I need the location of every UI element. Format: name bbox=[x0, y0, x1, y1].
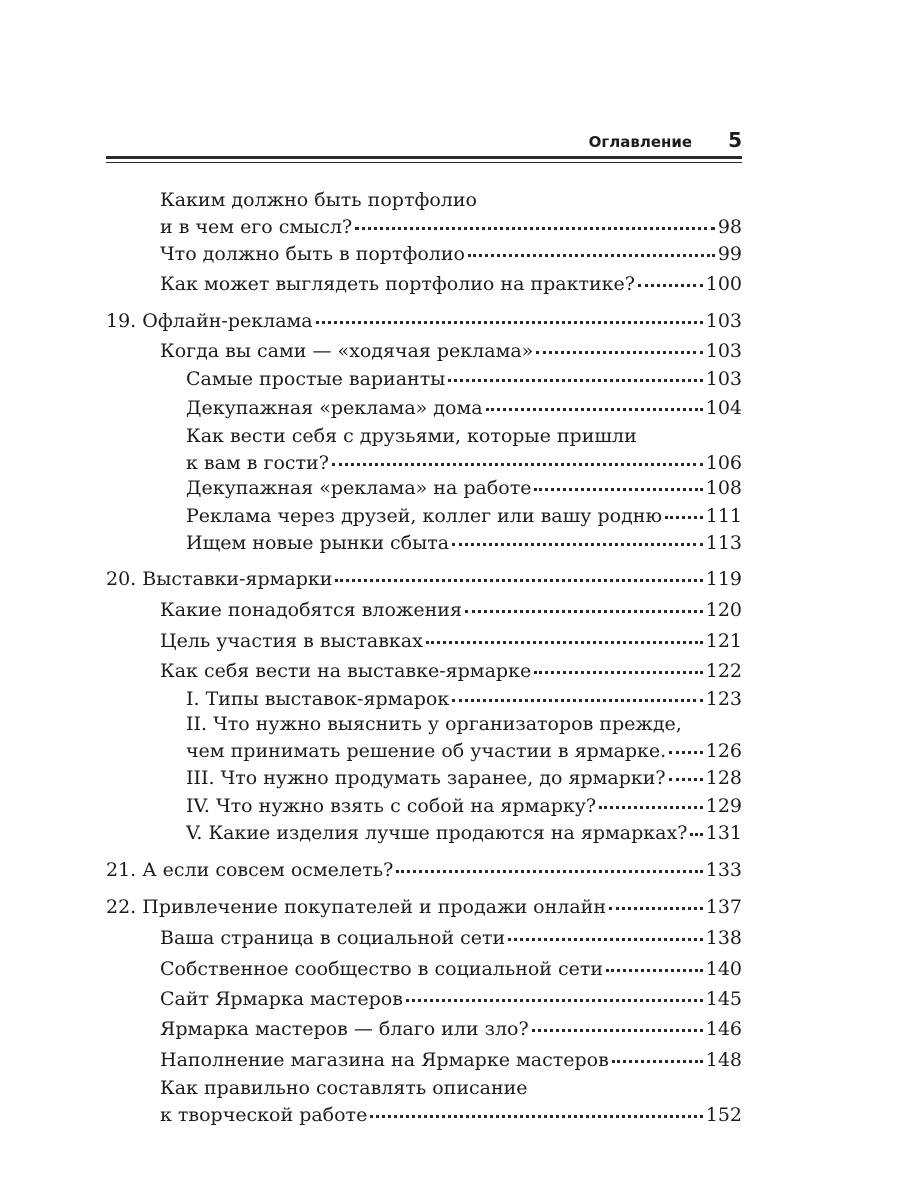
toc-entry-text: Наполнение магазина на Ярмарке мастеров bbox=[160, 1049, 609, 1071]
toc-chapter-entry[interactable] bbox=[106, 308, 742, 335]
toc-entry-text-line1: Как вести себя с друзьями, которые пришли bbox=[186, 425, 637, 447]
header-rule-thick bbox=[106, 156, 742, 159]
toc-entry[interactable] bbox=[160, 925, 742, 952]
dot-leader bbox=[534, 488, 702, 491]
toc-entry-text: 19. Офлайн-реклама bbox=[106, 310, 313, 332]
toc-entry-text: Как себя вести на выставке-ярмарке bbox=[160, 660, 532, 682]
toc-entry-text: Ярмарка мастеров — благо или зло? bbox=[160, 1018, 529, 1040]
toc-page-number: 146 bbox=[705, 1018, 742, 1040]
dot-leader bbox=[355, 227, 715, 230]
toc-page-number: 119 bbox=[705, 568, 742, 590]
toc-entry-text: Какие понадобятся вложения bbox=[160, 599, 462, 621]
toc-page-number: 148 bbox=[705, 1049, 742, 1071]
page-number: 5 bbox=[728, 128, 742, 152]
toc-chapter-entry[interactable] bbox=[106, 857, 742, 884]
toc-entry-text: Декупажная «реклама» на работе bbox=[186, 477, 532, 499]
toc-page-number: 145 bbox=[705, 988, 742, 1010]
toc-subentry[interactable] bbox=[186, 765, 742, 792]
dot-leader bbox=[508, 938, 703, 941]
toc-entry-text: Ваша страница в социальной сети bbox=[160, 927, 506, 949]
dot-leader bbox=[536, 351, 702, 354]
running-head bbox=[106, 128, 742, 152]
toc-page-number: 152 bbox=[705, 1104, 742, 1126]
dot-leader bbox=[606, 969, 703, 972]
toc-entry[interactable] bbox=[160, 1047, 742, 1074]
toc-entry-text: чем принимать решение об участии в ярмарке. bbox=[186, 740, 667, 762]
dot-leader bbox=[448, 379, 702, 382]
toc-page-number: 122 bbox=[705, 660, 742, 682]
toc-page-number: 111 bbox=[705, 505, 742, 527]
toc-subentry[interactable] bbox=[186, 711, 742, 765]
toc-entry-text: Собственное сообщество в социальной сети bbox=[160, 958, 604, 980]
toc-entry-text: Ищем новые рынки сбыта bbox=[186, 532, 450, 554]
toc-page-number: 99 bbox=[717, 243, 742, 265]
header-rule-thin bbox=[106, 162, 742, 163]
toc-entry-text: IV. Что нужно взять с собой на ярмарку? bbox=[186, 795, 597, 817]
dot-leader bbox=[452, 699, 703, 702]
dot-leader bbox=[332, 463, 703, 466]
toc-page-number: 129 bbox=[705, 795, 742, 817]
toc-entry-text: к вам в гости? bbox=[186, 452, 329, 474]
toc-page-number: 113 bbox=[705, 532, 742, 554]
toc-chapter-entry[interactable] bbox=[106, 894, 742, 921]
toc-entry-text: 21. А если совсем осмелеть? bbox=[106, 859, 394, 881]
toc-page-number: 121 bbox=[705, 630, 742, 652]
dot-leader bbox=[669, 778, 703, 781]
toc-entry-text: и в чем его смысл? bbox=[160, 216, 353, 238]
toc-subentry[interactable] bbox=[186, 423, 742, 477]
toc-entry-text: Цель участия в выставках bbox=[160, 630, 423, 652]
toc-subentry[interactable] bbox=[186, 475, 742, 502]
dot-leader bbox=[599, 806, 703, 809]
toc-entry-text: Реклама через друзей, коллег или вашу родню bbox=[186, 505, 662, 527]
toc-subentry[interactable] bbox=[186, 686, 742, 713]
toc-page-number: 128 bbox=[705, 767, 742, 789]
toc-page-number: 120 bbox=[705, 599, 742, 621]
toc-subentry[interactable] bbox=[186, 530, 742, 557]
toc-entry-text: Что должно быть в портфолио bbox=[160, 243, 465, 265]
toc-entry-text: 20. Выставки-ярмарки bbox=[106, 568, 333, 590]
dot-leader bbox=[609, 907, 703, 910]
dot-leader bbox=[534, 671, 703, 674]
toc-entry[interactable] bbox=[160, 187, 742, 241]
toc-entry[interactable] bbox=[160, 1016, 742, 1043]
toc-page-number: 104 bbox=[705, 397, 742, 419]
toc-entry-text: I. Типы выставок-ярмарок bbox=[186, 688, 450, 710]
toc-entry-text: V. Какие изделия лучше продаются на ярмарках? bbox=[186, 822, 688, 844]
toc-subentry[interactable] bbox=[186, 820, 742, 847]
toc-chapter-entry[interactable] bbox=[106, 566, 742, 593]
dot-leader bbox=[452, 543, 703, 546]
toc-entry-text: Сайт Ярмарка мастеров bbox=[160, 988, 403, 1010]
toc-entry[interactable] bbox=[160, 597, 742, 624]
toc-entry[interactable] bbox=[160, 628, 742, 655]
toc-subentry[interactable] bbox=[186, 366, 742, 393]
toc-entry-text-line1: Как правильно составлять описание bbox=[160, 1077, 528, 1099]
toc-page-number: 137 bbox=[705, 896, 742, 918]
toc-entry-text: 22. Привлечение покупателей и продажи онлайн bbox=[106, 896, 607, 918]
toc-entry-text-line1: Каким должно быть портфолио bbox=[160, 189, 477, 211]
toc-page-number: 103 bbox=[705, 340, 742, 362]
toc-entry[interactable] bbox=[160, 338, 742, 365]
toc-page-number: 98 bbox=[717, 216, 742, 238]
toc-entry-text: Когда вы сами — «ходячая реклама» bbox=[160, 340, 534, 362]
toc-page-number: 133 bbox=[705, 859, 742, 881]
toc-entry-text: Самые простые варианты bbox=[186, 368, 446, 390]
dot-leader bbox=[370, 1115, 702, 1118]
toc-page-number: 131 bbox=[705, 822, 742, 844]
toc-entry[interactable] bbox=[160, 986, 742, 1013]
dot-leader bbox=[468, 254, 715, 257]
toc-subentry[interactable] bbox=[186, 793, 742, 820]
dot-leader bbox=[690, 833, 702, 836]
toc-page-number: 126 bbox=[705, 740, 742, 762]
toc-entry-text: к творческой работе bbox=[160, 1104, 368, 1126]
dot-leader bbox=[465, 610, 703, 613]
toc-page-number: 103 bbox=[705, 310, 742, 332]
toc-entry[interactable] bbox=[160, 271, 742, 298]
toc-entry-text-line1: II. Что нужно выяснить у организаторов прежде, bbox=[186, 713, 682, 735]
toc-entry-text: III. Что нужно продумать заранее, до ярмарки? bbox=[186, 767, 666, 789]
running-head-title: Оглавление bbox=[588, 133, 693, 151]
toc-entry-text: Как может выглядеть портфолио на практике? bbox=[160, 273, 635, 295]
dot-leader bbox=[426, 641, 703, 644]
dot-leader bbox=[486, 408, 703, 411]
toc-subentry[interactable] bbox=[186, 503, 742, 530]
toc-subentry[interactable] bbox=[186, 395, 742, 422]
dot-leader bbox=[316, 321, 703, 324]
dot-leader bbox=[669, 751, 703, 754]
dot-leader bbox=[406, 999, 703, 1002]
toc-page-number: 106 bbox=[705, 452, 742, 474]
toc-entry[interactable] bbox=[160, 1075, 742, 1129]
toc-entry[interactable] bbox=[160, 658, 742, 685]
dot-leader bbox=[638, 284, 703, 287]
dot-leader bbox=[396, 870, 702, 873]
toc-page-number: 103 bbox=[705, 368, 742, 390]
toc-page-number: 123 bbox=[705, 688, 742, 710]
dot-leader bbox=[335, 579, 702, 582]
toc-page-number: 108 bbox=[705, 477, 742, 499]
dot-leader bbox=[665, 516, 703, 519]
toc-page-number: 100 bbox=[705, 273, 742, 295]
toc-page-number: 140 bbox=[705, 958, 742, 980]
toc-entry[interactable] bbox=[160, 241, 742, 268]
toc-entry[interactable] bbox=[160, 956, 742, 983]
toc-page-number: 138 bbox=[705, 927, 742, 949]
dot-leader bbox=[532, 1029, 703, 1032]
dot-leader bbox=[612, 1060, 703, 1063]
toc-entry-text: Декупажная «реклама» дома bbox=[186, 397, 483, 419]
